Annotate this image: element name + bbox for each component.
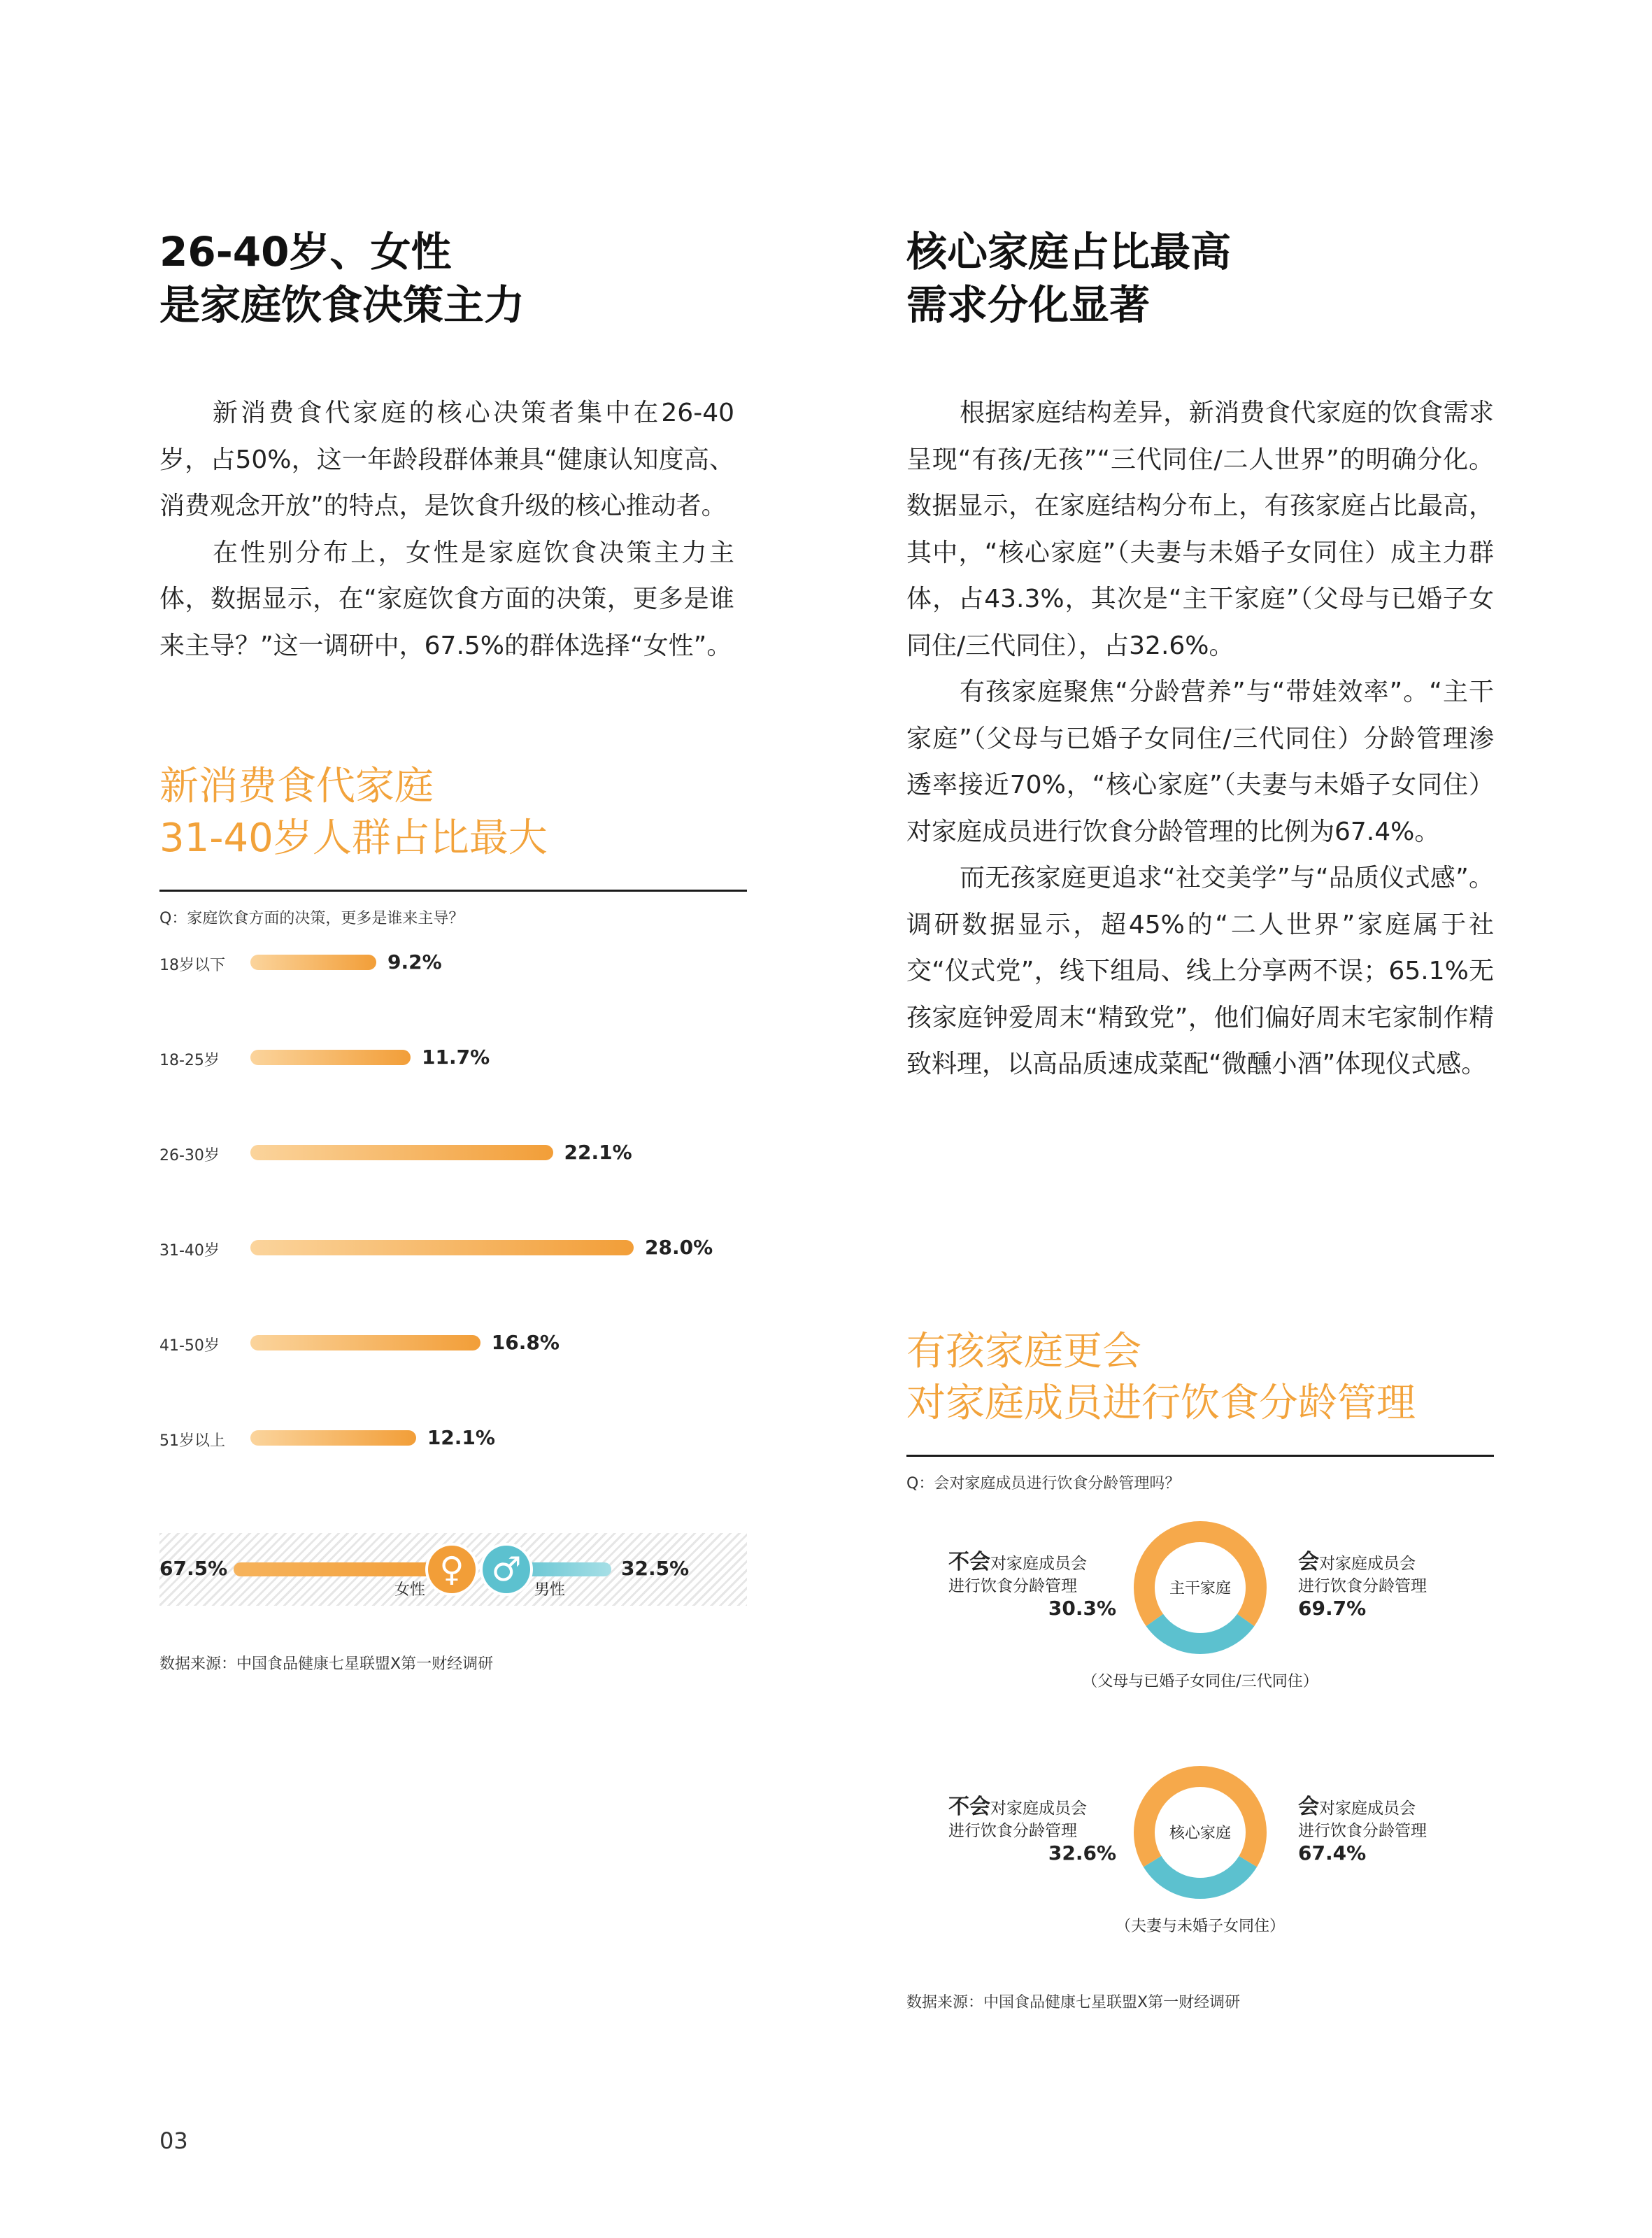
age-bar-value: 28.0%: [645, 1236, 713, 1259]
age-bar-value: 16.8%: [491, 1331, 560, 1354]
donut-center-label: 主干家庭: [1169, 1580, 1231, 1597]
left-chart-title: [159, 761, 548, 864]
female-bar: [234, 1562, 452, 1576]
donut-caption: （夫妻与未婚子女同住）: [1115, 1918, 1285, 1935]
left-title-line1: 26-40岁、女性: [159, 228, 452, 276]
male-label: 男性: [534, 1581, 566, 1599]
donut-label-yes: [1298, 1796, 1480, 1865]
no-label-2: 进行饮食分龄管理: [948, 1577, 1077, 1595]
no-pct: 32.6%: [1048, 1841, 1116, 1865]
no-label-1: 对家庭成员会: [990, 1555, 1087, 1573]
yes-bold: 会: [1298, 1550, 1319, 1574]
age-bar-value: 9.2%: [387, 950, 442, 974]
age-bar-value: 11.7%: [421, 1046, 490, 1069]
age-bar: [250, 1145, 553, 1160]
yes-label-2: 进行饮食分龄管理: [1298, 1577, 1427, 1595]
donut-label-no: [948, 1796, 1116, 1865]
donut-chart-core-family: [906, 1755, 1494, 1965]
right-title-line1: 核心家庭占比最高: [906, 228, 1232, 276]
yes-label-1: 对家庭成员会: [1319, 1799, 1416, 1818]
donut-chart-main-family: [906, 1511, 1494, 1720]
age-bar: [250, 1050, 411, 1065]
left-chart-title-line1: 新消费食代家庭: [159, 764, 434, 809]
donut-label-no: [948, 1551, 1116, 1620]
yes-bold: 会: [1298, 1795, 1319, 1819]
female-value: 67.5%: [159, 1557, 228, 1580]
left-body: [159, 390, 734, 669]
yes-pct: 69.7%: [1298, 1597, 1367, 1620]
age-bar: [250, 1430, 416, 1446]
right-body: [906, 390, 1494, 1088]
left-title: [159, 225, 525, 332]
donut-slice-yes: [1144, 1776, 1256, 1862]
no-bold: 不会: [948, 1550, 990, 1574]
left-chart-title-line2: 31-40岁人群占比最大: [159, 815, 548, 861]
donut-center-label: 核心家庭: [1169, 1825, 1231, 1842]
left-para-1: 新消费食代家庭的核心决策者集中在26-40岁，占50%，这一年龄段群体兼具“健康认知度高、消费观念开放”的特点，是饮食升级的核心推动者。: [159, 399, 734, 520]
right-title-line2: 需求分化显著: [906, 281, 1151, 329]
yes-label-2: 进行饮食分龄管理: [1298, 1822, 1427, 1840]
right-chart-title: [906, 1326, 1416, 1430]
age-bar-label: 18岁以下: [159, 957, 225, 974]
right-source: 数据来源：中国食品健康七星联盟X第一财经调研: [906, 1994, 1241, 2011]
age-bar-label: 41-50岁: [159, 1337, 220, 1355]
right-chart-title-line2: 对家庭成员进行饮食分龄管理: [906, 1381, 1416, 1426]
donut-slice-no: [1153, 1862, 1248, 1888]
no-label-2: 进行饮食分龄管理: [948, 1822, 1077, 1840]
female-label: 女性: [394, 1581, 426, 1599]
age-bar: [250, 1240, 634, 1255]
right-para-2: 有孩家庭聚焦“分龄营养”与“带娃效率”。“主干家庭”（父母与已婚子女同住/三代同住）分龄管理渗透率接近70%，“核心家庭”（夫妻与未婚子女同住）对家庭成员进行饮食分龄管理的比例为67.4%。: [906, 678, 1494, 846]
right-chart-title-line1: 有孩家庭更会: [906, 1329, 1141, 1374]
no-pct: 30.3%: [1048, 1597, 1116, 1620]
donut-slice-no: [1155, 1620, 1246, 1644]
age-bar-label: 26-30岁: [159, 1147, 220, 1164]
female-icon: ♀: [428, 1546, 476, 1593]
right-divider: [906, 1455, 1494, 1457]
gender-chart: [159, 1533, 747, 1606]
age-bar-chart: [159, 944, 747, 1476]
age-bar-label: 31-40岁: [159, 1242, 220, 1260]
age-bar-label: 18-25岁: [159, 1052, 220, 1069]
left-para-2: 在性别分布上，女性是家庭饮食决策主力主体，数据显示，在“家庭饮食方面的决策，更多是谁来主导？”这一调研中，67.5%的群体选择“女性”。: [159, 538, 734, 660]
age-bar: [250, 955, 376, 970]
no-label-1: 对家庭成员会: [990, 1799, 1087, 1818]
right-para-3: 而无孩家庭更追求“社交美学”与“品质仪式感”。调研数据显示，超45%的“二人世界”家庭属于社交“仪式党”，线下组局、线上分享两不误；65.1%无孩家庭钟爱周末“精致党”，他们偏好周末宅家制作精致料理，以高品质速成菜配“微醺小酒”体现仪式感。: [906, 864, 1494, 1078]
left-divider: [159, 890, 747, 892]
left-question: Q：家庭饮食方面的决策，更多是谁来主导？: [159, 910, 464, 927]
male-icon: ♂: [483, 1546, 530, 1593]
male-value: 32.5%: [621, 1557, 690, 1580]
left-title-line2: 是家庭饮食决策主力: [159, 281, 525, 329]
right-para-1: 根据家庭结构差异，新消费食代家庭的饮食需求呈现“有孩/无孩”“三代同住/二人世界”的明确分化。数据显示，在家庭结构分布上，有孩家庭占比最高，其中，“核心家庭”（夫妻与未婚子女同住）成主力群体，占43.3%，其次是“主干家庭”（父母与已婚子女同住/三代同住），占32.6%。: [906, 399, 1494, 660]
right-question: Q：会对家庭成员进行饮食分龄管理吗？: [906, 1475, 1181, 1492]
yes-label-1: 对家庭成员会: [1319, 1555, 1416, 1573]
age-bar: [250, 1335, 480, 1350]
right-title: [906, 225, 1231, 332]
donut-caption: （父母与已婚子女同住/三代同住）: [1082, 1673, 1318, 1690]
donut-label-yes: [1298, 1551, 1480, 1620]
age-bar-value: 12.1%: [427, 1426, 495, 1449]
age-bar-value: 22.1%: [564, 1141, 632, 1164]
age-bar-label: 51岁以上: [159, 1432, 225, 1450]
no-bold: 不会: [948, 1795, 990, 1819]
yes-pct: 67.4%: [1298, 1841, 1367, 1865]
left-source: 数据来源：中国食品健康七星联盟X第一财经调研: [159, 1655, 494, 1673]
page-number: 03: [159, 2127, 188, 2154]
